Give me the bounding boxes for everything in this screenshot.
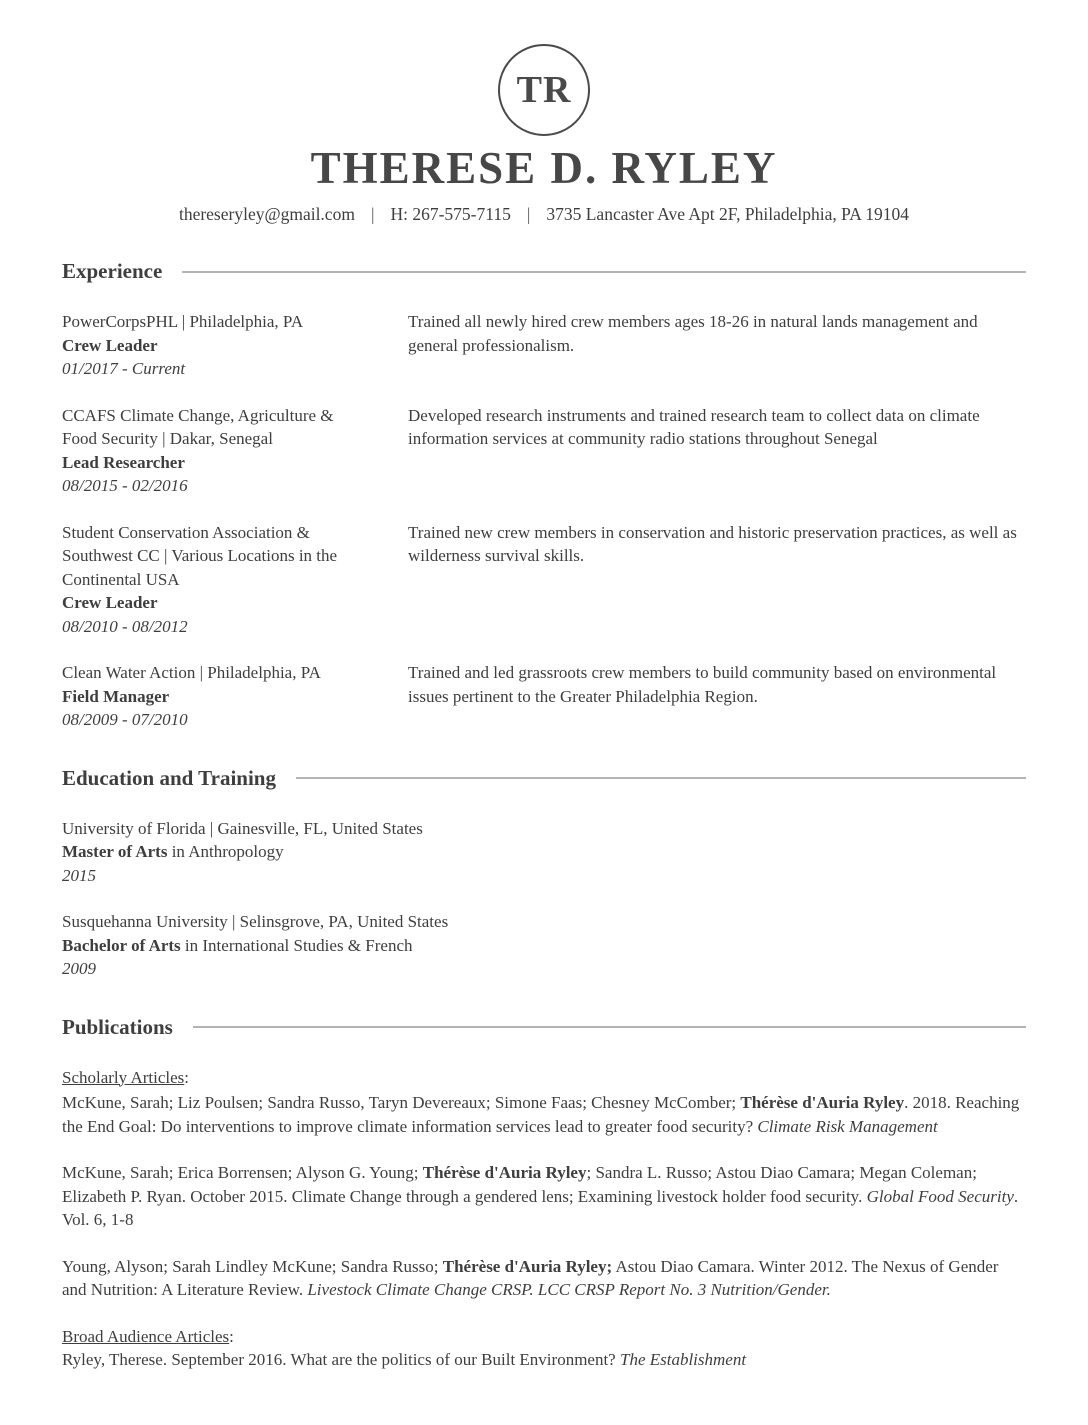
education-degree-line: [62, 934, 1026, 958]
experience-entry-left: [62, 310, 372, 381]
education-degree: Bachelor of Arts: [62, 935, 181, 955]
education-school-location: Susquehanna University | Selinsgrove, PA, United States: [62, 912, 449, 931]
section-title-education: Education and Training: [62, 765, 276, 790]
contact-phone: H: 267-575-7115: [390, 204, 511, 224]
monogram-initials: TR: [516, 69, 572, 111]
section-rule: [182, 271, 1026, 273]
monogram-badge: [498, 44, 590, 136]
education-year: 2015: [62, 865, 96, 885]
experience-role: Lead Researcher: [62, 452, 185, 472]
page-title: THERESE D. RYLEY: [310, 143, 778, 193]
section-header-education: [62, 766, 1026, 791]
header: [62, 44, 1026, 225]
publication-group-label-text: Broad Audience Articles: [62, 1326, 230, 1346]
contact-address: 3735 Lancaster Ave Apt 2F, Philadelphia, PA 19104: [546, 204, 910, 224]
experience-role: Crew Leader: [62, 335, 158, 355]
experience-dates: 01/2017 - Current: [62, 359, 186, 378]
contact-separator: |: [370, 204, 375, 224]
publication-item: Young, Alyson; Sarah Lindley McKune; Sandra Russo; Thérèse d'Auria Ryley; Astou Diao Camara. Winter 2012. The Nexus of Gender and Nutrition: A Literature Review. Livestock Climate Change CRSP. LCC CRSP Report No. 3 Nutrition/Gender.: [62, 1256, 999, 1299]
experience-org-location: CCAFS Climate Change, Agriculture & Food Security | Dakar, Senegal: [62, 405, 334, 448]
education-year: 2009: [62, 959, 96, 978]
experience-org-location: Clean Water Action | Philadelphia, PA: [62, 663, 321, 682]
experience-role: Crew Leader: [62, 593, 158, 612]
experience-entry-left: [62, 661, 372, 732]
education-field: in Anthropology: [167, 842, 284, 861]
section-rule: [193, 1026, 1026, 1028]
experience-dates: 08/2010 - 08/2012: [62, 616, 188, 636]
contact-email: thereseryley@gmail.com: [178, 204, 355, 224]
publication-group-label: [62, 1325, 1026, 1349]
contact-line: [62, 204, 1026, 225]
publication-group-label: [62, 1066, 1026, 1090]
publication-item: McKune, Sarah; Erica Borrensen; Alyson G. Young; Thérèse d'Auria Ryley; Sandra L. Russo; Astou Diao Camara; Megan Coleman; Elizabeth P. Ryan. October 2015. Climate Change through a gendered lens; Examining livestock holder food security. Global Food Security. Vol. 6, 1-8: [62, 1163, 1019, 1229]
education-degree: Master of Arts: [62, 842, 168, 861]
contact-separator: |: [526, 204, 531, 224]
experience-description: Trained and led grassroots crew members to build community based on environmental issues pertinent to the Greater Philadelphia Region.: [408, 663, 997, 706]
publication-group-label-text: Scholarly Articles: [62, 1067, 185, 1087]
experience-org-location: Student Conservation Association & Southwest CC | Various Locations in the Continental USA: [62, 522, 338, 589]
publication-item: Ryley, Therese. September 2016. What are the politics of our Built Environment? The Establishment: [62, 1350, 747, 1369]
section-rule: [296, 777, 1026, 779]
education-entry: [62, 817, 1026, 888]
publication-group-label-colon: :: [184, 1067, 190, 1087]
section-header-publications: [62, 1015, 1026, 1040]
education-degree-line: [62, 840, 1026, 864]
experience-org-location: PowerCorpsPHL | Philadelphia, PA: [62, 312, 304, 331]
section-experience: [62, 259, 1026, 732]
experience-entry: [62, 661, 1026, 732]
experience-role: Field Manager: [62, 686, 170, 706]
section-publications: [62, 1015, 1026, 1372]
education-field: in International Studies & French: [180, 935, 413, 955]
experience-entry-left: [62, 521, 372, 639]
experience-entry: [62, 521, 1026, 639]
publication-group-scholarly: [62, 1066, 1026, 1302]
publication-group-label-colon: :: [229, 1326, 234, 1346]
experience-description: Trained all newly hired crew members ages 18-26 in natural lands management and general professionalism.: [408, 312, 978, 355]
experience-description: Trained new crew members in conservation and historic preservation practices, as well as wilderness survival skills.: [408, 522, 1017, 565]
experience-description: Developed research instruments and trained research team to collect data on climate information services at community radio stations throughout Senegal: [408, 405, 980, 448]
education-entry: [62, 910, 1026, 981]
experience-dates: 08/2015 - 02/2016: [62, 476, 188, 495]
section-title-publications: Publications: [62, 1014, 173, 1039]
experience-entry: [62, 310, 1026, 381]
education-school-location: University of Florida | Gainesville, FL, United States: [62, 818, 423, 838]
section-title-experience: Experience: [62, 259, 163, 283]
experience-entry: [62, 404, 1026, 498]
publication-item: McKune, Sarah; Liz Poulsen; Sandra Russo, Taryn Devereaux; Simone Faas; Chesney McComber; Thérèse d'Auria Ryley. 2018. Reaching the End Goal: Do interventions to improve climate information services lead to greater food security? Climate Risk Management: [62, 1093, 1020, 1136]
experience-entry-left: [62, 404, 372, 498]
publication-group-broad-audience: [62, 1325, 1026, 1372]
experience-dates: 08/2009 - 07/2010: [62, 710, 188, 729]
section-education: [62, 766, 1026, 981]
section-header-experience: [62, 259, 1026, 284]
